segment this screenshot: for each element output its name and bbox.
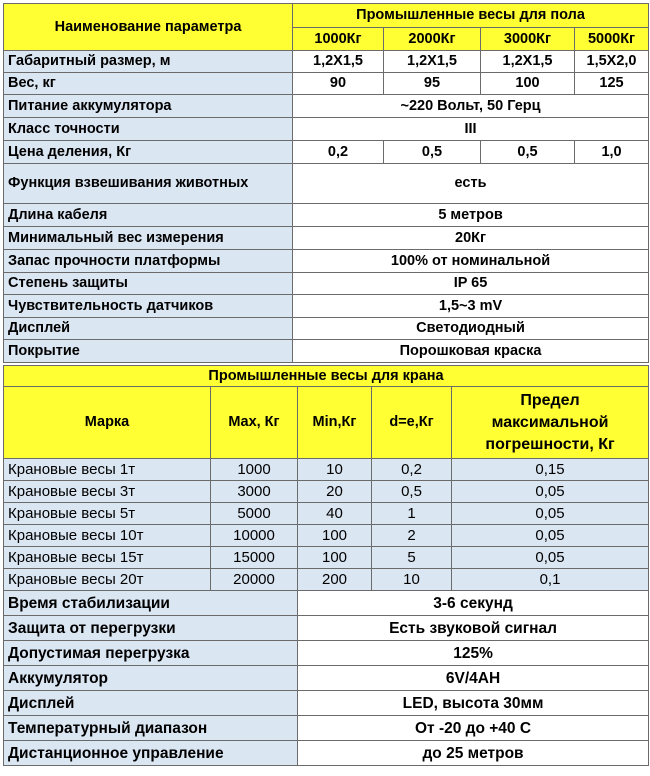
floor-group-header: Промышленные весы для пола <box>293 4 649 28</box>
spec-value: 125% <box>298 641 649 666</box>
row-label: Минимальный вес измерения <box>4 227 293 250</box>
cell-division: 5 <box>372 547 452 569</box>
cell-value: 1,2X1,5 <box>293 51 384 73</box>
cell-value: 1,0 <box>575 141 649 164</box>
cell-max: 10000 <box>211 525 298 547</box>
cell-division: 0,2 <box>372 459 452 481</box>
table-row <box>4 51 649 73</box>
spec-label: Дистанционное управление <box>4 741 298 766</box>
spec-value: От -20 до +40 С <box>298 716 649 741</box>
table-row <box>4 295 649 318</box>
param-header: Наименование параметра <box>4 4 293 51</box>
spec-label: Время стабилизации <box>4 591 298 616</box>
row-label: Цена деления, Кг <box>4 141 293 164</box>
cell-max: 15000 <box>211 547 298 569</box>
spec-label: Допустимая перегрузка <box>4 641 298 666</box>
cell-brand: Крановые весы 10т <box>4 525 211 547</box>
row-label: Вес, кг <box>4 73 293 95</box>
table-row <box>4 691 649 716</box>
cell-error: 0,1 <box>452 569 649 591</box>
row-label: Длина кабеля <box>4 204 293 227</box>
cell-max: 20000 <box>211 569 298 591</box>
row-label: Запас прочности платформы <box>4 250 293 273</box>
cell-value: 1,5X2,0 <box>575 51 649 73</box>
model-header: 2000Кг <box>384 28 481 51</box>
table-row <box>4 340 649 363</box>
cell-brand: Крановые весы 5т <box>4 503 211 525</box>
cell-value: есть <box>293 164 649 204</box>
table-row <box>4 503 649 525</box>
cell-value: 5 метров <box>293 204 649 227</box>
cell-brand: Крановые весы 15т <box>4 547 211 569</box>
table-row <box>4 227 649 250</box>
cell-value: 0,5 <box>384 141 481 164</box>
row-label: Степень защиты <box>4 273 293 295</box>
cell-value: 125 <box>575 73 649 95</box>
table-row <box>4 569 649 591</box>
cell-value: 0,5 <box>481 141 575 164</box>
table-row <box>4 616 649 641</box>
table-row <box>4 459 649 481</box>
cell-max: 3000 <box>211 481 298 503</box>
table-row <box>4 250 649 273</box>
cell-min: 10 <box>298 459 372 481</box>
cell-division: 2 <box>372 525 452 547</box>
table-row <box>4 741 649 766</box>
cell-brand: Крановые весы 1т <box>4 459 211 481</box>
cell-min: 100 <box>298 525 372 547</box>
cell-value: IP 65 <box>293 273 649 295</box>
cell-value: 0,2 <box>293 141 384 164</box>
column-header: Предел максимальной погрешности, Кг <box>452 387 649 459</box>
table-row <box>4 641 649 666</box>
spec-value: LED, высота 30мм <box>298 691 649 716</box>
cell-max: 1000 <box>211 459 298 481</box>
column-header: Марка <box>4 387 211 459</box>
cell-min: 100 <box>298 547 372 569</box>
table-row <box>4 118 649 141</box>
spec-label: Дисплей <box>4 691 298 716</box>
spec-label: Температурный диапазон <box>4 716 298 741</box>
cell-value: 90 <box>293 73 384 95</box>
spec-value: 3-6 секунд <box>298 591 649 616</box>
crane-scales-table <box>3 365 649 766</box>
cell-error: 0,05 <box>452 525 649 547</box>
row-label: Чувствительность датчиков <box>4 295 293 318</box>
cell-value: 20Кг <box>293 227 649 250</box>
table-row <box>4 95 649 118</box>
cell-value: III <box>293 118 649 141</box>
cell-error: 0,05 <box>452 547 649 569</box>
spec-label: Аккумулятор <box>4 666 298 691</box>
cell-value: 100% от номинальной <box>293 250 649 273</box>
cell-error: 0,05 <box>452 481 649 503</box>
cell-division: 10 <box>372 569 452 591</box>
cell-value: 1,2X1,5 <box>384 51 481 73</box>
cell-value: 100 <box>481 73 575 95</box>
cell-value: Светодиодный <box>293 318 649 340</box>
table-row <box>4 273 649 295</box>
cell-brand: Крановые весы 3т <box>4 481 211 503</box>
table-row <box>4 525 649 547</box>
spec-value: до 25 метров <box>298 741 649 766</box>
table-row <box>4 547 649 569</box>
row-label: Дисплей <box>4 318 293 340</box>
row-label: Покрытие <box>4 340 293 363</box>
column-header: Max, Кг <box>211 387 298 459</box>
cell-min: 20 <box>298 481 372 503</box>
table-row <box>4 716 649 741</box>
floor-scales-table <box>3 3 649 363</box>
table-row <box>4 164 649 204</box>
spec-value: 6V/4AH <box>298 666 649 691</box>
cell-brand: Крановые весы 20т <box>4 569 211 591</box>
column-header: d=e,Кг <box>372 387 452 459</box>
cell-value: 1,5~3 mV <box>293 295 649 318</box>
column-header: Min,Кг <box>298 387 372 459</box>
spec-label: Защита от перегрузки <box>4 616 298 641</box>
table-row <box>4 73 649 95</box>
cell-value: 95 <box>384 73 481 95</box>
row-label: Габаритный размер, м <box>4 51 293 73</box>
table-row <box>4 591 649 616</box>
model-header: 5000Кг <box>575 28 649 51</box>
cell-division: 1 <box>372 503 452 525</box>
cell-error: 0,05 <box>452 503 649 525</box>
row-label: Функция взвешивания животных <box>4 164 293 204</box>
table-row <box>4 666 649 691</box>
cell-max: 5000 <box>211 503 298 525</box>
cell-value: ~220 Вольт, 50 Герц <box>293 95 649 118</box>
cell-value: 1,2X1,5 <box>481 51 575 73</box>
model-header: 1000Кг <box>293 28 384 51</box>
cell-division: 0,5 <box>372 481 452 503</box>
table-row <box>4 204 649 227</box>
row-label: Класс точности <box>4 118 293 141</box>
model-header: 3000Кг <box>481 28 575 51</box>
table-row <box>4 481 649 503</box>
crane-table-title: Промышленные весы для крана <box>4 366 649 387</box>
cell-min: 200 <box>298 569 372 591</box>
spec-value: Есть звуковой сигнал <box>298 616 649 641</box>
table-row <box>4 318 649 340</box>
cell-error: 0,15 <box>452 459 649 481</box>
table-row <box>4 141 649 164</box>
cell-min: 40 <box>298 503 372 525</box>
cell-value: Порошковая краска <box>293 340 649 363</box>
row-label: Питание аккумулятора <box>4 95 293 118</box>
